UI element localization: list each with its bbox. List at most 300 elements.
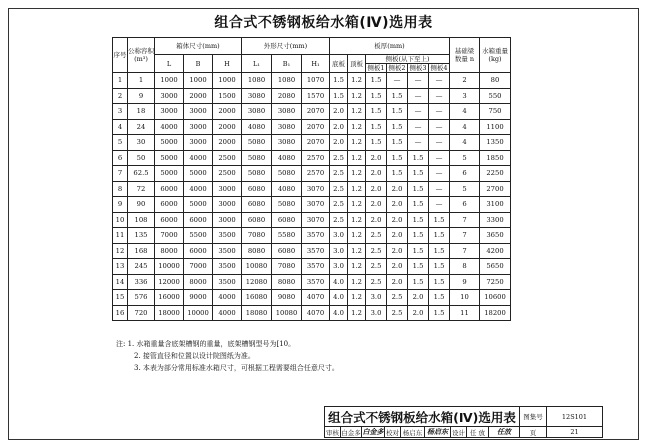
cell-side1: 2.0 <box>366 166 387 182</box>
selection-table-body <box>113 73 511 321</box>
cell-volume: 90 <box>128 197 155 213</box>
cell-bottom: 2.5 <box>330 212 348 228</box>
cell-volume: 108 <box>128 212 155 228</box>
header-volume-label: 公称容积 <box>128 47 154 55</box>
cell-seq: 2 <box>113 88 128 104</box>
cell-L: 8000 <box>155 243 184 259</box>
table-row <box>113 150 511 166</box>
cell-top: 1.2 <box>348 150 366 166</box>
table-row <box>113 212 511 228</box>
cell-side3: 1.5 <box>408 197 429 213</box>
cell-seq: 13 <box>113 259 128 275</box>
cell-L1: 7080 <box>242 228 272 244</box>
cell-B1: 7080 <box>272 259 302 275</box>
cell-H: 3500 <box>213 259 242 275</box>
cell-bottom: 2.5 <box>330 150 348 166</box>
cell-B: 2000 <box>184 88 213 104</box>
header-tank-weight-unit: (kg) <box>488 55 502 63</box>
cell-B1: 8080 <box>272 274 302 290</box>
cell-volume: 576 <box>128 290 155 306</box>
cell-side2: 1.5 <box>387 135 408 151</box>
cell-L1: 6080 <box>242 197 272 213</box>
cell-L1: 4080 <box>242 119 272 135</box>
cell-weight: 1350 <box>480 135 511 151</box>
cell-beams: 3 <box>450 88 480 104</box>
reviewer-signature: 白金多 <box>362 427 384 436</box>
cell-side4: 1.5 <box>429 274 450 290</box>
cell-B: 6000 <box>184 212 213 228</box>
cell-weight: 18200 <box>480 305 511 321</box>
cell-side2: 1.5 <box>387 104 408 120</box>
cell-volume: 720 <box>128 305 155 321</box>
table-row <box>113 104 511 120</box>
header-side-plate-group: 侧板(从下至上) <box>366 55 450 64</box>
cell-volume: 24 <box>128 119 155 135</box>
header-H1: H₁ <box>302 55 330 73</box>
cell-beams: 10 <box>450 290 480 306</box>
cell-side3: — <box>408 73 429 89</box>
cell-B1: 3080 <box>272 104 302 120</box>
cell-side2: 1.5 <box>387 88 408 104</box>
cell-side1: 1.5 <box>366 73 387 89</box>
cell-beams: 4 <box>450 104 480 120</box>
cell-beams: 7 <box>450 212 480 228</box>
cell-side1: 2.5 <box>366 243 387 259</box>
title-block-title: 组合式不锈钢板给水箱(Ⅳ)选用表 <box>325 407 520 427</box>
cell-side2: 2.5 <box>387 305 408 321</box>
cell-B: 7000 <box>184 259 213 275</box>
cell-side3: 1.5 <box>408 228 429 244</box>
cell-volume: 62.5 <box>128 166 155 182</box>
cell-seq: 9 <box>113 197 128 213</box>
cell-volume: 336 <box>128 274 155 290</box>
cell-side1: 1.5 <box>366 104 387 120</box>
cell-weight: 3100 <box>480 197 511 213</box>
cell-side1: 3.0 <box>366 305 387 321</box>
cell-seq: 10 <box>113 212 128 228</box>
cell-L: 18000 <box>155 305 184 321</box>
cell-weight: 550 <box>480 88 511 104</box>
cell-seq: 5 <box>113 135 128 151</box>
cell-side4: — <box>429 166 450 182</box>
cell-top: 1.2 <box>348 290 366 306</box>
cell-top: 1.2 <box>348 88 366 104</box>
cell-bottom: 2.0 <box>330 104 348 120</box>
cell-H1: 2070 <box>302 119 330 135</box>
title-block <box>324 406 603 438</box>
review-label: 审核 <box>326 428 339 437</box>
cell-top: 1.2 <box>348 212 366 228</box>
page-number: 21 <box>547 427 603 438</box>
cell-beams: 2 <box>450 73 480 89</box>
cell-side2: 2.0 <box>387 259 408 275</box>
cell-L: 3000 <box>155 88 184 104</box>
cell-B1: 1080 <box>272 73 302 89</box>
cell-side4: — <box>429 150 450 166</box>
header-inner-dims: 箱体尺寸(mm) <box>155 38 242 55</box>
cell-side1: 2.0 <box>366 150 387 166</box>
cell-side3: — <box>408 135 429 151</box>
cell-side3: 1.5 <box>408 212 429 228</box>
cell-side1: 2.5 <box>366 259 387 275</box>
cell-side3: 1.5 <box>408 274 429 290</box>
header-H: H <box>213 55 242 73</box>
cell-beams: 5 <box>450 181 480 197</box>
cell-weight: 10600 <box>480 290 511 306</box>
cell-bottom: 2.5 <box>330 197 348 213</box>
cell-top: 1.2 <box>348 274 366 290</box>
cell-bottom: 1.5 <box>330 88 348 104</box>
cell-B: 3000 <box>184 119 213 135</box>
cell-L1: 6080 <box>242 181 272 197</box>
cell-B: 8000 <box>184 274 213 290</box>
cell-bottom: 3.0 <box>330 228 348 244</box>
cell-weight: 4200 <box>480 243 511 259</box>
cell-side1: 2.0 <box>366 197 387 213</box>
cell-side3: 1.5 <box>408 243 429 259</box>
cell-L: 6000 <box>155 197 184 213</box>
cell-side4: — <box>429 135 450 151</box>
cell-bottom: 4.0 <box>330 305 348 321</box>
cell-top: 1.2 <box>348 197 366 213</box>
cell-H: 3500 <box>213 274 242 290</box>
cell-H: 4000 <box>213 290 242 306</box>
cell-B1: 5080 <box>272 197 302 213</box>
cell-H1: 3570 <box>302 274 330 290</box>
reviewer-name: 白金多 <box>341 428 361 437</box>
cell-side1: 2.0 <box>366 212 387 228</box>
cell-bottom: 3.0 <box>330 259 348 275</box>
cell-L: 5000 <box>155 150 184 166</box>
cell-H: 1500 <box>213 88 242 104</box>
table-row <box>113 73 511 89</box>
cell-H1: 2070 <box>302 135 330 151</box>
cell-seq: 7 <box>113 166 128 182</box>
header-side-plate-2: 侧板2 <box>388 64 406 72</box>
cell-beams: 6 <box>450 166 480 182</box>
cell-side4: 1.5 <box>429 259 450 275</box>
notes <box>116 338 339 374</box>
cell-seq: 12 <box>113 243 128 259</box>
cell-L: 7000 <box>155 228 184 244</box>
cell-B1: 6080 <box>272 243 302 259</box>
cell-B: 5000 <box>184 197 213 213</box>
cell-L1: 3080 <box>242 104 272 120</box>
cell-L: 6000 <box>155 212 184 228</box>
cell-H1: 3570 <box>302 243 330 259</box>
cell-weight: 7250 <box>480 274 511 290</box>
cell-H: 2500 <box>213 150 242 166</box>
cell-weight: 1100 <box>480 119 511 135</box>
design-label: 设计 <box>452 428 465 437</box>
cell-B1: 10080 <box>272 305 302 321</box>
cell-side4: — <box>429 197 450 213</box>
cell-seq: 16 <box>113 305 128 321</box>
header-beam-count-unit: 数量 n <box>454 55 475 63</box>
cell-B1: 3080 <box>272 135 302 151</box>
cell-H1: 2570 <box>302 150 330 166</box>
cell-bottom: 2.5 <box>330 181 348 197</box>
cell-H1: 2070 <box>302 104 330 120</box>
cell-B1: 6080 <box>272 212 302 228</box>
cell-H1: 3570 <box>302 228 330 244</box>
cell-weight: 5650 <box>480 259 511 275</box>
cell-B1: 5080 <box>272 166 302 182</box>
cell-H1: 2570 <box>302 166 330 182</box>
header-bottom-plate: 底板 <box>330 55 348 73</box>
cell-H1: 1570 <box>302 88 330 104</box>
table-row <box>113 290 511 306</box>
table-row <box>113 166 511 182</box>
cell-beams: 7 <box>450 228 480 244</box>
cell-side3: 1.5 <box>408 150 429 166</box>
table-row <box>113 181 511 197</box>
table-row <box>113 135 511 151</box>
cell-side2: 1.5 <box>387 166 408 182</box>
cell-side2: 1.5 <box>387 150 408 166</box>
checker-signature: 杨启东 <box>425 427 451 438</box>
cell-side3: — <box>408 88 429 104</box>
cell-beams: 8 <box>450 259 480 275</box>
table-row <box>113 197 511 213</box>
cell-side2: — <box>387 73 408 89</box>
cell-top: 1.2 <box>348 228 366 244</box>
cell-top: 1.2 <box>348 73 366 89</box>
cell-beams: 5 <box>450 150 480 166</box>
cell-side4: — <box>429 104 450 120</box>
header-outer-dims: 外形尺寸(mm) <box>242 38 330 55</box>
cell-H: 2500 <box>213 166 242 182</box>
cell-seq: 3 <box>113 104 128 120</box>
cell-weight: 1850 <box>480 150 511 166</box>
cell-side4: 1.5 <box>429 228 450 244</box>
cell-B: 3000 <box>184 104 213 120</box>
cell-B: 10000 <box>184 305 213 321</box>
header-beam-count <box>450 38 480 73</box>
cell-beams: 4 <box>450 119 480 135</box>
cell-L1: 5080 <box>242 166 272 182</box>
selection-table <box>112 37 511 321</box>
cell-B1: 4080 <box>272 150 302 166</box>
page-title: 组合式不锈钢板给水箱(Ⅳ)选用表 <box>214 15 433 31</box>
cell-bottom: 3.0 <box>330 243 348 259</box>
cell-side3: — <box>408 119 429 135</box>
cell-H1: 1070 <box>302 73 330 89</box>
cell-L: 6000 <box>155 181 184 197</box>
designer-name: 任 放 <box>467 427 489 438</box>
header-L: L <box>155 55 184 73</box>
cell-L1: 10080 <box>242 259 272 275</box>
cell-weight: 80 <box>480 73 511 89</box>
cell-weight: 2700 <box>480 181 511 197</box>
table-row <box>113 228 511 244</box>
cell-volume: 30 <box>128 135 155 151</box>
cell-volume: 168 <box>128 243 155 259</box>
cell-seq: 14 <box>113 274 128 290</box>
cell-B: 5500 <box>184 228 213 244</box>
cell-L: 16000 <box>155 290 184 306</box>
cell-volume: 72 <box>128 181 155 197</box>
cell-H1: 4070 <box>302 305 330 321</box>
cell-B: 5000 <box>184 166 213 182</box>
check-label: 校对 <box>386 428 399 437</box>
header-B: B <box>184 55 213 73</box>
cell-L: 10000 <box>155 259 184 275</box>
header-seq: 序号 <box>113 38 128 73</box>
cell-top: 1.2 <box>348 166 366 182</box>
cell-top: 1.2 <box>348 305 366 321</box>
table-row <box>113 274 511 290</box>
cell-side2: 2.0 <box>387 243 408 259</box>
cell-H1: 3070 <box>302 212 330 228</box>
table-row <box>113 243 511 259</box>
cell-top: 1.2 <box>348 119 366 135</box>
cell-side3: 2.0 <box>408 305 429 321</box>
cell-H1: 3570 <box>302 259 330 275</box>
cell-volume: 1 <box>128 73 155 89</box>
cell-side1: 2.0 <box>366 181 387 197</box>
atlas-number-label: 图集号 <box>520 407 547 427</box>
cell-side4: — <box>429 181 450 197</box>
cell-H: 3500 <box>213 228 242 244</box>
cell-weight: 750 <box>480 104 511 120</box>
header-top-plate: 顶板 <box>348 55 366 73</box>
cell-side4: — <box>429 119 450 135</box>
header-volume <box>128 38 155 73</box>
cell-top: 1.2 <box>348 135 366 151</box>
header-side-plate-1: 侧板1 <box>367 64 385 72</box>
header-side-plate-4: 侧板4 <box>430 64 448 72</box>
cell-top: 1.2 <box>348 181 366 197</box>
cell-H: 3500 <box>213 243 242 259</box>
cell-weight: 3650 <box>480 228 511 244</box>
cell-L: 5000 <box>155 135 184 151</box>
cell-side2: 2.0 <box>387 228 408 244</box>
cell-side3: 1.5 <box>408 181 429 197</box>
cell-B1: 2080 <box>272 88 302 104</box>
cell-B1: 9080 <box>272 290 302 306</box>
cell-seq: 8 <box>113 181 128 197</box>
cell-beams: 6 <box>450 197 480 213</box>
cell-H: 3000 <box>213 181 242 197</box>
cell-side3: 2.0 <box>408 290 429 306</box>
cell-bottom: 1.5 <box>330 73 348 89</box>
cell-side3: 1.5 <box>408 259 429 275</box>
cell-seq: 15 <box>113 290 128 306</box>
cell-L1: 5080 <box>242 150 272 166</box>
cell-side2: 1.5 <box>387 119 408 135</box>
header-tank-weight <box>480 38 511 73</box>
note-1: 注: 1. 水箱重量含底架槽钢的重量，底架槽钢型号为[10。 <box>116 340 296 348</box>
cell-side1: 3.0 <box>366 290 387 306</box>
cell-side4: 1.5 <box>429 305 450 321</box>
cell-bottom: 2.0 <box>330 119 348 135</box>
cell-B: 4000 <box>184 181 213 197</box>
cell-volume: 18 <box>128 104 155 120</box>
cell-side1: 1.5 <box>366 119 387 135</box>
cell-top: 1.2 <box>348 259 366 275</box>
table-row <box>113 305 511 321</box>
note-3: 3. 本表为部分常用标准水箱尺寸，可根据工程需要组合任意尺寸。 <box>134 364 339 372</box>
cell-seq: 1 <box>113 73 128 89</box>
cell-side2: 2.0 <box>387 181 408 197</box>
cell-H1: 3070 <box>302 197 330 213</box>
cell-H1: 3070 <box>302 181 330 197</box>
cell-L1: 1080 <box>242 73 272 89</box>
cell-volume: 135 <box>128 228 155 244</box>
cell-beams: 4 <box>450 135 480 151</box>
cell-side4: — <box>429 88 450 104</box>
cell-side3: — <box>408 104 429 120</box>
cell-top: 1.2 <box>348 104 366 120</box>
cell-B: 1000 <box>184 73 213 89</box>
cell-H: 3000 <box>213 197 242 213</box>
header-beam-count-label: 基础梁 <box>454 47 475 55</box>
cell-B: 3000 <box>184 135 213 151</box>
cell-L1: 3080 <box>242 88 272 104</box>
cell-side1: 2.5 <box>366 228 387 244</box>
cell-beams: 9 <box>450 274 480 290</box>
header-tank-weight-label: 水箱重量 <box>482 47 508 55</box>
checker-name: 杨启东 <box>401 427 425 438</box>
cell-side2: 2.0 <box>387 274 408 290</box>
cell-side2: 2.5 <box>387 290 408 306</box>
designer-signature: 任放 <box>489 427 520 438</box>
cell-bottom: 2.0 <box>330 135 348 151</box>
page-label: 页 <box>520 427 547 438</box>
table-row <box>113 119 511 135</box>
cell-B1: 5580 <box>272 228 302 244</box>
cell-volume: 9 <box>128 88 155 104</box>
cell-side4: 1.5 <box>429 290 450 306</box>
cell-L1: 8080 <box>242 243 272 259</box>
cell-side1: 1.5 <box>366 135 387 151</box>
cell-side4: 1.5 <box>429 243 450 259</box>
cell-H: 2000 <box>213 135 242 151</box>
cell-L: 5000 <box>155 166 184 182</box>
cell-L1: 5080 <box>242 135 272 151</box>
cell-L1: 12080 <box>242 274 272 290</box>
cell-beams: 11 <box>450 305 480 321</box>
cell-B: 9000 <box>184 290 213 306</box>
cell-L1: 18080 <box>242 305 272 321</box>
cell-seq: 6 <box>113 150 128 166</box>
cell-L: 4000 <box>155 119 184 135</box>
header-side-plate-3: 侧板3 <box>409 64 427 72</box>
cell-weight: 3300 <box>480 212 511 228</box>
cell-seq: 11 <box>113 228 128 244</box>
cell-L1: 6080 <box>242 212 272 228</box>
cell-side3: 1.5 <box>408 166 429 182</box>
cell-seq: 4 <box>113 119 128 135</box>
cell-side4: — <box>429 73 450 89</box>
cell-top: 1.2 <box>348 243 366 259</box>
header-L1: L₁ <box>242 55 272 73</box>
table-row <box>113 259 511 275</box>
cell-L: 1000 <box>155 73 184 89</box>
cell-side4: 1.5 <box>429 212 450 228</box>
table-row <box>113 88 511 104</box>
cell-B: 6000 <box>184 243 213 259</box>
cell-H: 2000 <box>213 119 242 135</box>
cell-H: 4000 <box>213 305 242 321</box>
cell-H1: 4070 <box>302 290 330 306</box>
cell-side2: 2.0 <box>387 197 408 213</box>
atlas-number: 12S101 <box>547 407 603 427</box>
cell-side2: 2.0 <box>387 212 408 228</box>
cell-weight: 2250 <box>480 166 511 182</box>
cell-side1: 2.5 <box>366 274 387 290</box>
